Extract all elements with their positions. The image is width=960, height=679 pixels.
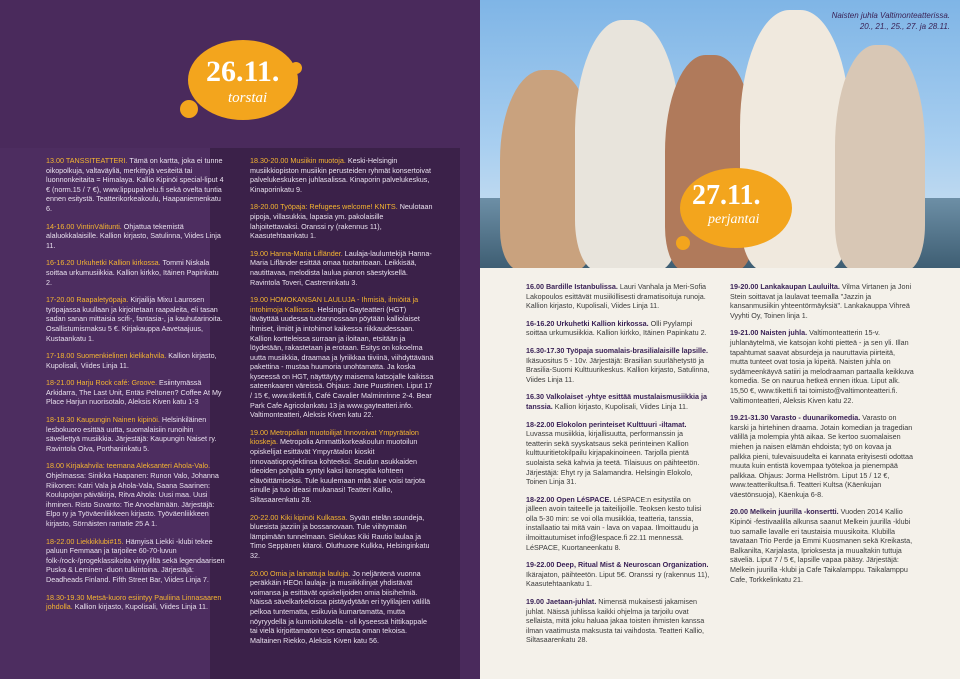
date-number-right: 27.11.	[692, 180, 761, 211]
program-column-4	[730, 282, 914, 592]
list-item: 19-21.00 Naisten juhla. Valtimonteatterin 15-v. juhlanäytelmä, vie katsojan kohti pietteä - ja sen yli. Illan tapahtumat saavat absurdeja ja nauruttavia piirteitä, mutta tunteet ovat tosia ja kipeitä. Naisten juhla on sydämeenkäyvä satiiri ja melodraaman partaalla keikkuva komedia. Se on naurua hetkeä ennen itkua. Liput alk. 15,50 €, www.tiketti.fi tai toimisto@valtimonteatteri.fi. Valtimonteatteri, Aleksis Kiven katu 22.	[730, 328, 914, 405]
list-item: 18-18.30 Kaupungin Nainen kipinöi. Helsinkiläinen lesbokuoro esittää uutta, suomalaisiin runoihin sävellettyä musiikkia. Järjestäjä: Kaupungin Naiset ry. Ravintola Oiva, Porthaninkatu 5.	[46, 415, 217, 453]
list-item: 13.00 TANSSITEATTERI. Tämä on kartta, joka ei tunne oikopolkuja, valtaväyliä, merkittyjä vesiteitä tai luonnonkeitaita = Himalaya. Kallio Kipinöi special-liput 4 € (norm.15 / 7 €), www.lippupalvelu.fi sekä ovelta tuntia ennen esitystä. Teatterikorkeakoulu, Haapaniemenkatu 6.	[46, 156, 224, 213]
program-column-3	[526, 282, 710, 653]
program-column-1	[46, 156, 226, 620]
list-item: 19.00 Jaetaan-juhlat. Nimensä mukaisesti jakamisen juhlat. Näissä juhlissa kaikki ohjelma ja tarjoilu ovat sellaista, mitä joku haluaa jakaa toisten ihmisten kanssa ilman vaatimusta maksusta tai vaihdosta. Teatteri Kallio, Siltasaarenkatu 28.	[526, 597, 705, 645]
date-number-left: 26.11.	[206, 55, 280, 88]
date-day-right: perjantai	[708, 212, 760, 227]
list-item: 18-20.00 Työpaja: Refugees welcome! KNITS. Neulotaan pipoja, villasukkia, lapasia ym. pakolaisille lahjoitettavaksi. Oranssi ry (rakennus 11), Kaasutehtaankatu 1.	[250, 202, 433, 241]
list-item: 18.00 Kirjakahvila: teemana Aleksanteri Ahola-Valo. Ohjelmassa: Sinikka Haapanen: Runon Valo, Johanna Riikonen: Katri Vala ja Ahola-Vala, Saana Saarinen: Koulupojan päiväkirja, Ritva Ahola: Uusi maa. Uusi ihminen. Risto Suvanto: Tie Arvoelämään. Järjestäjä: Elpo ry ja Työväenliikkeen kirjasto. Työväenliikkeen kirjasto, Sörnäisten rantatie 25 A 1.	[46, 461, 219, 528]
header-text	[832, 10, 950, 32]
list-item: 16-16.20 Urkuhetki Kallion kirkossa. Olli Pyylampi soittaa urkumusiikkia. Kallion kirkko, Itäinen Papinkatu 2.	[526, 318, 707, 338]
date-splat-left-drop2	[290, 62, 302, 74]
date-splat-left-drop	[180, 100, 198, 118]
program-column-2	[250, 156, 434, 653]
list-item: 18.30-20.00 Musiikin muotoja. Keski-Helsingin musiikkiopiston musiikin perusteiden ryhmät konsertoivat palvelukeskuksen juhlasalissa. Kinaporin palvelukeskus, Kinaporinkatu 9.	[250, 156, 431, 194]
list-item: 14-16.00 VintinVälitunti. Ohjattua tekemistä alaluokkalaisille. Kallion kirjasto, Satulinna, Viides Linja 11.	[46, 221, 221, 250]
list-item: 16.30-17.30 Työpaja suomalais-brasilialaisille lapsille. Ikäsuositus 5 - 10v. Järjestäjä: Brasilian suurlähetystö ja Brasilia-Suomi Kulttuurikeskus. Kallion kirjasto, Satulinna, Viides Linja 11.	[526, 345, 710, 384]
list-item: 19-20.00 Lankakaupan Lauluilta. Vilma Virtanen ja Joni Stein soittavat ja laulavat teemalla "Jazzin ja kansanmusiikin yhteentörmäyksiä". Lankakauppa Vihreä Vyyhti Oy, Toinen linja 1.	[730, 282, 912, 320]
date-day-left: torstai	[228, 90, 268, 106]
list-item: 20.00 Omia ja lainattuja lauluja. Jo neljäntenä vuonna peräkkäin HEOn laulaja- ja musiikkilinjat yhdistävät voimansa ja esittävät opiskelijoiden omia biisihelmiä. Näissä sävelkarkeloissa pistäydytään eri tyylilajien välillä pelkoa tuntematta, esikuvia kumartamatta, mutta nöyryydellä ja kunnioituksella - oli kyseessä hittikappale tai vielä kirjoittamaton teos omasta oman tekoisa. Maltainen Riekko, Aleksis Kiven katu 56.	[250, 568, 431, 645]
list-item: 17-18.00 Suomenkielinen kielikahvila. Kallion kirjasto, Kupolisali, Viides Linja 11.	[46, 351, 217, 370]
list-item: 18-22.00 Liekkiklubi#15. Hämyisä Liekki -klubi tekee paluun Femmaan ja tarjoilee 60-70-luvun folk-/rock-/progeklassikoita vinyyliltä sekä legendaarisen Puska & Leminen -duon tulkintoina. Järjestäjä: Deadheads Finland. Fifth Street Bar, Viides Linja 7.	[46, 536, 225, 584]
list-item: 18.30-19.30 Metsä-kuoro esiintyy Pauliina Linnasaaren johdolla. Kallion kirjasto, Kupolisali, Viides Linja 11.	[46, 592, 222, 612]
list-item: 19.00 HOMOKANSAN LAULUJA - Ihmisiä, ilmiöitä ja intohimoja Kalliossa. Helsingin Gayteatteri (HGT) läväyttää uudessa tuotannossaan pöytään kalliolaiset ihmiset, ilmiöt ja intohimot kaikessa riikkaudessaan. Kallion kortteleissa surraan ja iloitaan, etsitään ja löydetään, rakastetaan ja erotaan. Esitys on kokoelma uutta musiikkia, draamaa ja lyriikkaa tiiviinä, viihdyttävänä pakettina - mustaa huumoria unohtamatta. Ja koska kyseessä on HGT, näyttäytyy maisema katsojalle kaikissa sateenkaaren väreissä. Ohjaus: Jane Puustinen. Liput 17 / 15 €, www.tiketti.fi, Café Cavalier Malminrinne 2-4. Bear Park Cafe Agricolankatu 13 ja www.gayteatteri.info. Valtimonteatteri, Aleksis Kiven katu 22.	[250, 295, 434, 420]
list-item: 20.00 Melkein juurilla -konsertti. Vuoden 2014 Kallio Kipinöi -festivaalilla alkunsa saanut Melkein juurilla -klubi tuo samalle lavalle eri taustaisia muusikoita. Klubilla tavataan Trio Perde ja Emmi Kuosmanen sekä Kreikasta, Balkanilta, Karjalasta, Iprioksesta ja muualtakin tuttuja säveliä. Liput 7 / 5 €, lapsille vapaa pääsy. Järjestäjä: Melkein juurilla -klubi ja Cafe Taikalamppu. Taikalamppu Cafe, Torkkelinkatu 21.	[730, 507, 913, 584]
list-item: 20-22.00 Kiki kipinöi Kulkassa. Syvän etelän soundeja, bluesista jazziin ja bossanovaan. Tule viihtymään lämpimään tunnelmaan. Sielukas Kiki Rautio laulaa ja Timo Seppänen kitaroi. Oluthuone Kulkka, Helsinginkatu 32.	[250, 512, 430, 560]
photo-person-5	[835, 45, 925, 268]
list-item: 18-21.00 Harju Rock café: Groove. Esiintymässä Arkidarra, The Last Unit, Entäs Peltonen? Coffee At My Place Harjun nuorisotalo, Aleksis Kiven katu 1-3	[46, 378, 222, 407]
list-item: 19.21-31.30 Varasto - duunarikomedia. Varasto on karski ja hirtehinen draama. Jotain komedian ja tragedian välillä ja molempia yhtä aikaa. Se kertoo suomalaisen miehen ja naisen elämän ehdoista; työ on kovaa ja palkka pieni, tulevaisuudelta ei kannata erityisesti odottaa muuta kuin entistä kovempaa työtekoa ja pienempää palkkaa. Ohjaus: Jorma Hellström. Liput 15 / 12 €, www.teatterikultsa.fi. Teatteri Kultsa (Käenkujan väestönsuoja), Käenkuja 6-8.	[730, 413, 913, 499]
list-item: 16.30 Valkolaiset -yhtye esittää mustalaismusiikkia ja tanssia. Kallion kirjasto, Kupolisali, Viides Linja 11.	[526, 392, 707, 411]
list-item: 18-22.00 Open LéSPACE. LéSPACE:n esitystila on jälleen avoin taiteelle ja taiteilijoille. Teoksen kesto tulisi olla 5-30 min: se voi olla musiikkia, teatteria, tanssia, installaatio tai mitä vain - lava on vapaa. Ilmoittaudu ja ilmoittautumiset info@lespace.fi 22.11 mennessä. LéSPACE, Kuortaneenkatu 8.	[526, 494, 702, 552]
list-item: 19.00 Metropolian muotoilijat Innovoivat Ympyrätalon kioskeja. Metropolia Ammattikorkeakoulun muotoilun opiskelijat esittävät Ympyrätalon kioskit innovaatioprojektinsa kohteeksi. Seudun asukkaiden ideoiden pohjalta syntyi kaksi konseptia kohteen elävöittämiseksi. Tule kuulemaan mitä alue voisi tarjota sinulle ja tuo ideasi mukanasi! Teatteri Kallio, Siltasaarenkatu 28.	[250, 427, 425, 504]
list-item: 16-16.20 Urkuhetki Kallion kirkossa. Tommi Niskala soittaa urkumusiikkia. Kallion kirkko, Itäinen Papinkatu 2.	[46, 258, 219, 287]
list-item: 18-22.00 Elokolon perinteiset Kulttuuri -iltamat. Luvassa musiikkia, kirjallisuutta, performanssin ja teatterin sekä syyskatsaus sekä perinteinen Kallion kulttuuritietokilpailu kirjapakinoineen. Tarjolla pientä suolaista sekä kahvia ja teetä. Tilaisuus on päihteetön. Järjestäjä: Ehyt ry ja Salamandra. Helsingin Elokolo, Toinen Linja 31.	[526, 419, 700, 487]
list-item: 16.00 Bardille Istanbulissa. Lauri Vanhala ja Meri-Sofia Lakopoulos esittävät musiikillisesti dramatisoituja runoja. Kallion kirjasto, Kupolisali, Viides Linja 11.	[526, 282, 707, 311]
list-item: 17-20.00 Raapaletyöpaja. Kirjailija Mixu Laurosen työpajassa kuullaan ja kirjoitetaan raapaleita, eli tasan sadan sanan mittaisia scifi-, fantasia-, ja kauhutarinoita. Osallistumismaksu 5 €. Kirjakauppa Aavetaajuus, Kustaankatu 1.	[46, 295, 223, 343]
date-splat-right-drop	[676, 236, 690, 250]
list-item: 19-22.00 Deep, Ritual Mist & Neuroscan Organization. Ikärajaton, päihteetön. Liput 5€. Oranssi ry (rakennus 11), Kaasutehtaankatu 1.	[526, 560, 710, 589]
header-line-1: Naisten juhla Valtimonteatterissa.	[831, 11, 950, 20]
header-line-2: 20., 21., 25., 27. ja 28.11.	[859, 22, 950, 31]
list-item: 19.00 Hanna-Maria Lifländer. Laulaja-lauluntekijä Hanna-Maria Lifländer esittää omaa tuotantoaan. Leikkisää, nautittavaa, melodista laulua pianon säestyksellä. Ravintola Toveri, Castreninkatu 3.	[250, 248, 432, 287]
